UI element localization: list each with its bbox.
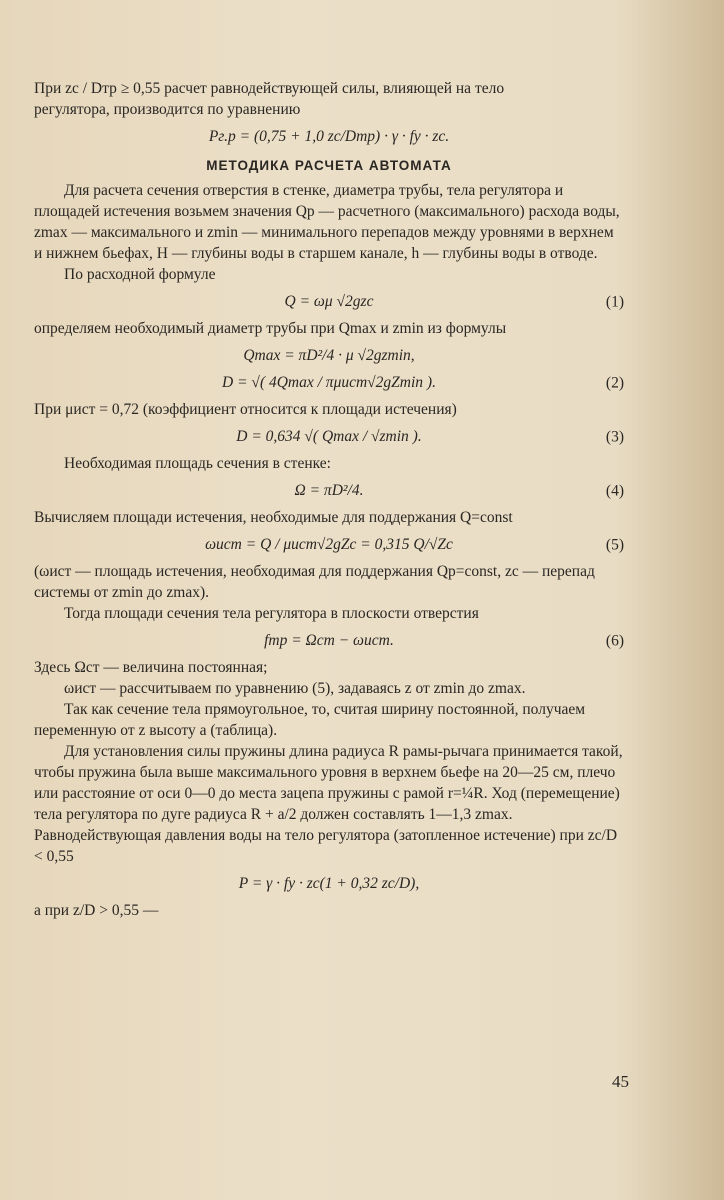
equation-number: (3) [605, 428, 624, 445]
paragraph: Так как сечение тела прямоугольное, то, считая ширину постоянной, получаем переменную от z высоту a (таблица). [34, 701, 586, 739]
paragraph: определяем необходимый диаметр трубы при Qmax и zmin из формулы [34, 320, 507, 337]
paragraph: (ωист — площадь истечения, необходимая для поддержания Qр=const, zc — перепад системы от zmin до zmax). [34, 563, 595, 601]
equation-number: (4) [605, 482, 624, 499]
page-number: 45 [612, 1072, 629, 1091]
equation: P = γ · fу · zc(1 + 0,32 zc/D), [238, 875, 420, 892]
equation-number: (6) [605, 632, 624, 649]
paragraph: Здесь Ωст — величина постоянная; [34, 659, 268, 676]
text-line: регулятора, производится по уравнению [34, 101, 301, 118]
page-content [34, 78, 624, 921]
paragraph: Для расчета сечения отверстия в стенке, диаметра трубы, тела регулятора и площадей истечения возьмем значения Qр — расчетного (максимального) расхода воды, zmax — максимального и zmin — минимального перепадов между уровнями в верхнем и нижнем бьефах, H — глубины воды в старшем канале, h — глубины воды в отводе. [34, 182, 620, 262]
equation-6: fтр = Ωст − ωист. (6) [264, 632, 624, 649]
equation-1: Q = ωμ √2gzc (1) [284, 293, 624, 310]
equation-3: D = 0,634 √( Qmax / √zmin ). (3) [236, 428, 624, 445]
equation: Qmax = πD²/4 · μ √2gzmin, [243, 347, 415, 364]
paragraph: а при z/D > 0,55 — [34, 902, 159, 919]
equation-5: ωист = Q / μист√2gZc = 0,315 Q/√Zc (5) [205, 536, 624, 553]
paragraph: Вычисляем площади истечения, необходимые для поддержания Q=const [34, 509, 513, 526]
equation-number: (2) [605, 374, 624, 391]
equation: Pг.р = (0,75 + 1,0 zc/Dтр) · γ · fу · zc. [208, 128, 450, 145]
equation-number: (5) [605, 536, 624, 553]
section-heading: МЕТОДИКА РАСЧЕТА АВТОМАТА [206, 158, 452, 173]
paragraph: По расходной формуле [64, 266, 216, 283]
paragraph: ωист — рассчитываем по уравнению (5), задаваясь z от zmin до zmax. [64, 680, 526, 697]
paragraph: Тогда площади сечения тела регулятора в плоскости отверстия [64, 605, 479, 622]
equation-number: (1) [605, 293, 624, 310]
text-line: При zc / Dтр ≥ 0,55 расчет равнодействующей силы, влияющей на тело [34, 80, 505, 97]
equation-2: D = √( 4Qmax / πμист√2gZmin ). (2) [222, 374, 624, 391]
paragraph: Необходимая площадь сечения в стенке: [64, 455, 331, 472]
paragraph: Для установления силы пружины длина радиуса R рамы-рычага принимается такой, чтобы пружина была выше максимального уровня в верхнем бьефе на 20—25 см, плечо или расстояние от оси 0—0 до места зацепа пружины с рамой r=¼R. Ход (перемещение) тела регулятора по дуге радиуса R + a/2 должен составлять 1—1,3 zmax. Равнодействующая давления воды на тело регулятора (затопленное истечение) при zc/D < 0,55 [34, 743, 623, 865]
paragraph: При μист = 0,72 (коэффициент относится к площади истечения) [34, 401, 457, 418]
equation-4: Ω = πD²/4. (4) [294, 482, 624, 499]
